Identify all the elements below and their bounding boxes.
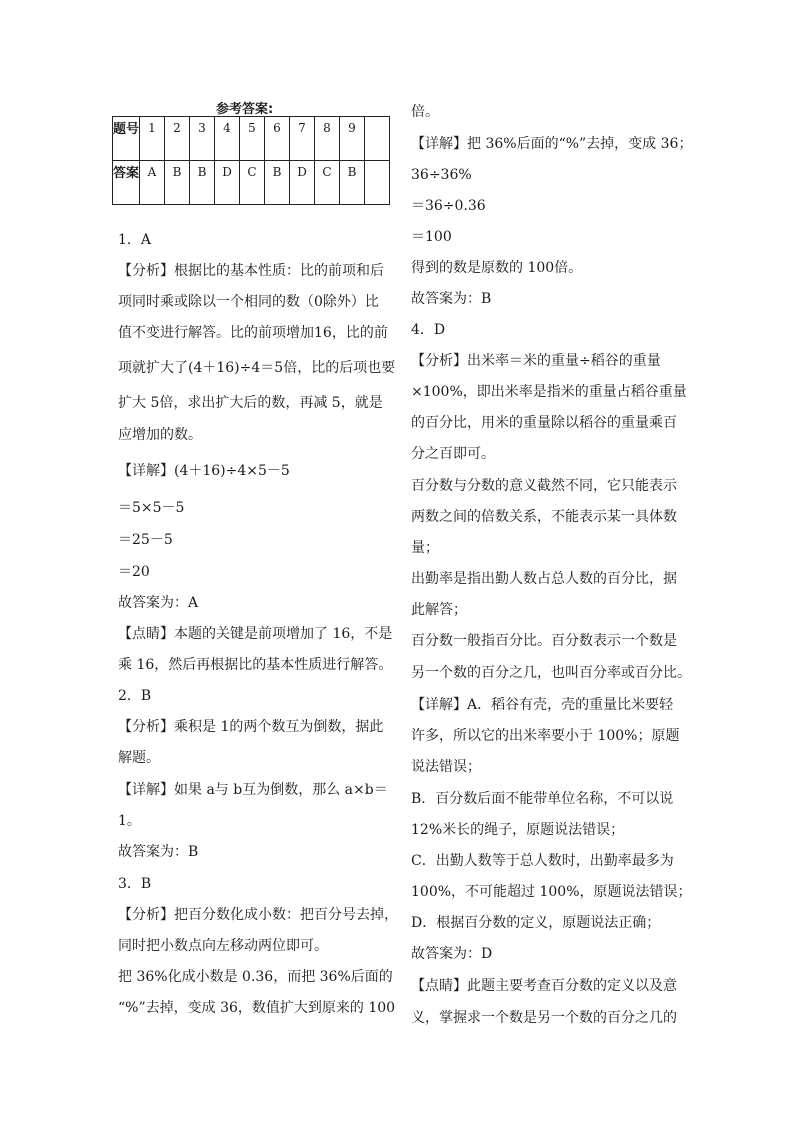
text-line: 项同时乘或除以一个相同的数（0除外）比 bbox=[118, 294, 379, 310]
number-cell: 4 bbox=[215, 117, 240, 161]
text-line: 【分析】出米率＝米的重量÷稻谷的重量 bbox=[411, 353, 661, 369]
text-line: ＝5×5－5 bbox=[118, 500, 185, 516]
question-number-row bbox=[113, 117, 390, 161]
text-line: 百分数一般指百分比。百分数表示一个数是 bbox=[411, 633, 677, 649]
text-line: 故答案为：B bbox=[411, 291, 492, 307]
text-line: ×100%，即出米率是指米的重量占稻谷重量 bbox=[411, 384, 687, 400]
text-line: 项就扩大了(4＋16)÷4＝5倍，比的后项也要 bbox=[118, 360, 396, 376]
text-line: 出勤率是指出勤人数占总人数的百分比，据 bbox=[411, 571, 677, 587]
answer-cell: D bbox=[290, 161, 315, 205]
text-line: 应增加的数。 bbox=[118, 427, 202, 443]
text-line: 得到的数是原数的 100倍。 bbox=[411, 260, 583, 276]
number-cell bbox=[365, 117, 390, 161]
text-line: D．根据百分数的定义，原题说法正确； bbox=[411, 915, 661, 931]
text-line: 扩大 5倍，求出扩大后的数，再减 5，就是 bbox=[118, 395, 383, 411]
text-line: ＝25－5 bbox=[118, 532, 173, 548]
text-line: 100%，不可能超过 100%，原题说法错误； bbox=[411, 884, 692, 900]
text-line: 另一个数的百分之几，也叫百分率或百分比。 bbox=[411, 665, 691, 681]
number-cell: 9 bbox=[340, 117, 365, 161]
answer-key-title: 参考答案: bbox=[216, 102, 274, 117]
text-line: 【详解】(4＋16)÷4×5－5 bbox=[118, 463, 290, 479]
answer-cell: B bbox=[340, 161, 365, 205]
text-line: B．百分数后面不能带单位名称，不可以说 bbox=[411, 791, 674, 807]
answer-key-table bbox=[112, 116, 390, 205]
answer-cell: B bbox=[190, 161, 215, 205]
text-line: 【点睛】此题主要考查百分数的定义以及意 bbox=[411, 978, 677, 994]
text-line: 倍。 bbox=[411, 104, 439, 120]
text-line: 百分数与分数的意义截然不同，它只能表示 bbox=[411, 478, 677, 494]
answer-cell: A bbox=[140, 161, 165, 205]
text-line: “%”去掉，变成 36，数值扩大到原来的 100 bbox=[118, 1000, 396, 1016]
text-line: 4．D bbox=[411, 322, 446, 338]
answer-cell: B bbox=[265, 161, 290, 205]
text-line: 【点睛】本题的关键是前项增加了 16，不是 bbox=[118, 626, 393, 642]
answer-cell: C bbox=[315, 161, 340, 205]
answer-cell: B bbox=[165, 161, 190, 205]
text-line: 【详解】把 36%后面的“%”去掉，变成 36； bbox=[411, 136, 693, 152]
text-line: 分之百即可。 bbox=[411, 446, 495, 462]
text-line: 【分析】根据比的基本性质：比的前项和后 bbox=[118, 263, 384, 279]
text-line: 3．B bbox=[118, 876, 152, 892]
number-cell: 8 bbox=[315, 117, 340, 161]
number-cell: 2 bbox=[165, 117, 190, 161]
text-line: 故答案为：D bbox=[411, 946, 493, 962]
text-line: 乘 16，然后再根据比的基本性质进行解答。 bbox=[118, 657, 393, 673]
text-line: 1．A bbox=[118, 232, 152, 248]
row-header-answer: 答案 bbox=[113, 161, 140, 205]
text-line: 说法错误； bbox=[411, 759, 481, 775]
text-line: 故答案为：A bbox=[118, 595, 199, 611]
text-line: 两数之间的倍数关系，不能表示某一具体数 bbox=[411, 509, 677, 525]
number-cell: 7 bbox=[290, 117, 315, 161]
text-line: C．出勤人数等于总人数时，出勤率最多为 bbox=[411, 853, 674, 869]
number-cell: 1 bbox=[140, 117, 165, 161]
text-line: 【详解】A．稻谷有壳，壳的重量比米要轻 bbox=[411, 697, 674, 713]
text-line: 故答案为：B bbox=[118, 844, 199, 860]
row-header-number: 题号 bbox=[113, 117, 140, 161]
text-line: 1。 bbox=[118, 813, 141, 829]
text-line: 许多，所以它的出米率要小于 100%；原题 bbox=[411, 728, 680, 744]
answer-row bbox=[113, 161, 390, 205]
text-line: ＝20 bbox=[118, 564, 150, 580]
text-line: ＝100 bbox=[411, 229, 452, 245]
text-line: ＝36÷0.36 bbox=[411, 198, 486, 214]
number-cell: 5 bbox=[240, 117, 265, 161]
number-cell: 6 bbox=[265, 117, 290, 161]
text-line: 此解答； bbox=[411, 602, 467, 618]
text-line: 义，掌握求一个数是另一个数的百分之几的 bbox=[411, 1010, 677, 1026]
text-line: 【分析】乘积是 1的两个数互为倒数，据此 bbox=[118, 719, 384, 735]
text-line: 2．B bbox=[118, 688, 152, 704]
text-line: 36÷36% bbox=[411, 167, 472, 183]
text-line: 值不变进行解答。比的前项增加16，比的前 bbox=[118, 325, 388, 341]
text-line: 解题。 bbox=[118, 750, 160, 766]
text-line: 的百分比，用米的重量除以稻谷的重量乘百 bbox=[411, 415, 677, 431]
text-line: 把 36%化成小数是 0.36，而把 36%后面的 bbox=[118, 969, 393, 985]
text-line: 量； bbox=[411, 540, 439, 556]
answer-cell: C bbox=[240, 161, 265, 205]
number-cell: 3 bbox=[190, 117, 215, 161]
text-line: 【分析】把百分数化成小数：把百分号去掉， bbox=[118, 907, 398, 923]
answer-cell: D bbox=[215, 161, 240, 205]
text-line: 【详解】如果 a与 b互为倒数，那么 a×b＝ bbox=[118, 782, 388, 798]
answer-cell bbox=[365, 161, 390, 205]
text-line: 同时把小数点向左移动两位即可。 bbox=[118, 938, 328, 954]
text-line: 12%米长的绳子，原题说法错误； bbox=[411, 822, 625, 838]
